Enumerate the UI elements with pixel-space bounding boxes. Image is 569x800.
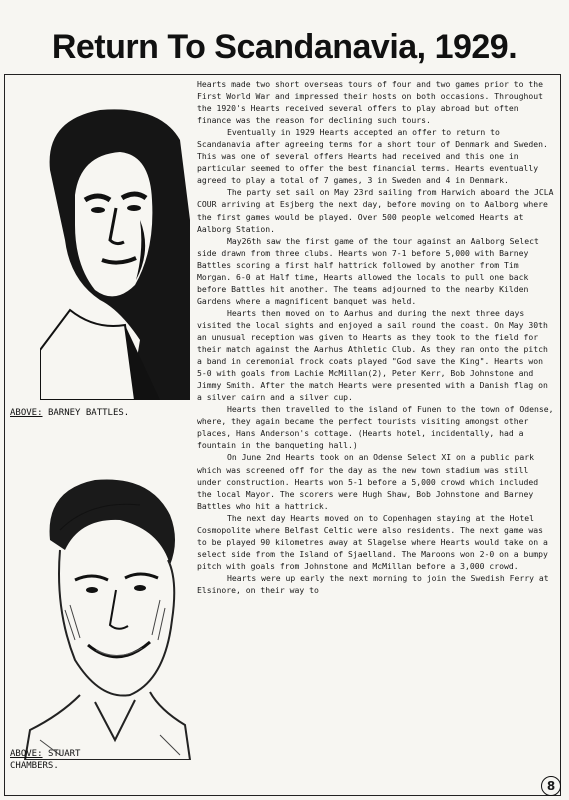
caption-barney-battles xyxy=(10,407,129,419)
article-paragraph: On June 2nd Hearts took on an Odense Select XI on a public park which was screened off for the day as the new town stadium was still under construction. Hearts won 5-1 before a 5,000 crowd which included the local Mayor. The scorers were Hugh Shaw, Bob Johnstone and Barney Battles who hit a hattrick. xyxy=(197,452,539,511)
article-paragraph: The next day Hearts moved on to Copenhagen staying at the Hotel Cosmopolite where Belfast Celtic were also residents. The next game was to be played 90 kilometres away at Slagelse where Hearts would take on a select side from the Island of Sjaelland. The Maroons won 2-0 on a bumpy pitch with goals from Johnstone and McMillan before a 3,000 crowd. xyxy=(197,512,548,571)
article-paragraph: Hearts then moved on to Aarhus and during the next three days visited the local sights and enjoyed a sail round the coast. On May 30th an unusual reception was given to Hearts as they took to the field for their match against the Aarhus Athletic Club. As they ran onto the pitch a band in ceremonial frock coats played "God save the King". Hearts won 5-0 with goals from Lachie McMillan(2), Peter Kerr, Bob Johnstone and Jimmy Smith. After the match Hearts were presented with a Danish flag on a silver cairn and a silver cup. xyxy=(197,307,548,403)
caption-name: BARNEY BATTLES. xyxy=(47,408,130,418)
article-body xyxy=(197,78,555,596)
page-title: Return To Scandanavia, 1929. xyxy=(51,28,518,66)
article-paragraph: The party set sail on May 23rd sailing from Harwich aboard the JCLA COUR arriving at Esjberg the next day, before moving on to Aalborg where the first games would be played. Over 500 people welcomed Hearts at Aalborg Station. xyxy=(197,187,554,234)
caption-label: ABOVE: xyxy=(10,749,43,759)
page-number-badge: 8 xyxy=(541,776,561,796)
article-paragraph: Hearts were up early the next morning to join the Swedish Ferry at Elsinore, on their way to xyxy=(197,572,549,595)
article-paragraph: Hearts then travelled to the island of Funen to the town of Odense, where, they again became the perfect tourists visiting amongst other places, Hans Anderson's cottage. (Hearts hotel, incidentally, had a fountain in the banqueting hall.) xyxy=(197,404,554,451)
portrait-sketch-icon xyxy=(20,470,195,760)
caption-name-line2: CHAMBERS. xyxy=(10,761,59,771)
article-paragraph: Hearts made two short overseas tours of four and two games prior to the First World War and impressed their hosts on both occasions. Throughout the 1920's Hearts received several offers to play abroad but often finance was the reason for declining such tours. xyxy=(197,79,543,126)
stuart-chambers-portrait xyxy=(20,470,195,760)
portrait-illustration-icon xyxy=(40,100,190,400)
caption-label: ABOVE: xyxy=(10,408,43,418)
article-paragraph: Eventually in 1929 Hearts accepted an offer to return to Scandanavia after agreeing terms for a short tour of Denmark and Sweden. This was one of several offers Hearts had received and this one in particular seemed to offer the best financial terms. Hearts eventually agreed to play a total of 7 games, 3 in Sweden and 4 in Denmark. xyxy=(197,127,548,186)
caption-name-line1: STUART xyxy=(47,749,81,759)
article-paragraph: May26th saw the first game of the tour against an Aalborg Select side drawn from three clubs. Hearts won 7-1 before 5,000 with Barney Battles scoring a first half hattrick followed by another from Tim Morgan. 6-0 at Half time, Hearts allowed the locals to pull one back before Battles hit another. The teams adjourned to the nearby Kilden Gardens where a magnificent banquet was held. xyxy=(197,235,539,306)
barney-battles-portrait xyxy=(40,100,190,400)
caption-stuart-chambers xyxy=(10,748,80,772)
